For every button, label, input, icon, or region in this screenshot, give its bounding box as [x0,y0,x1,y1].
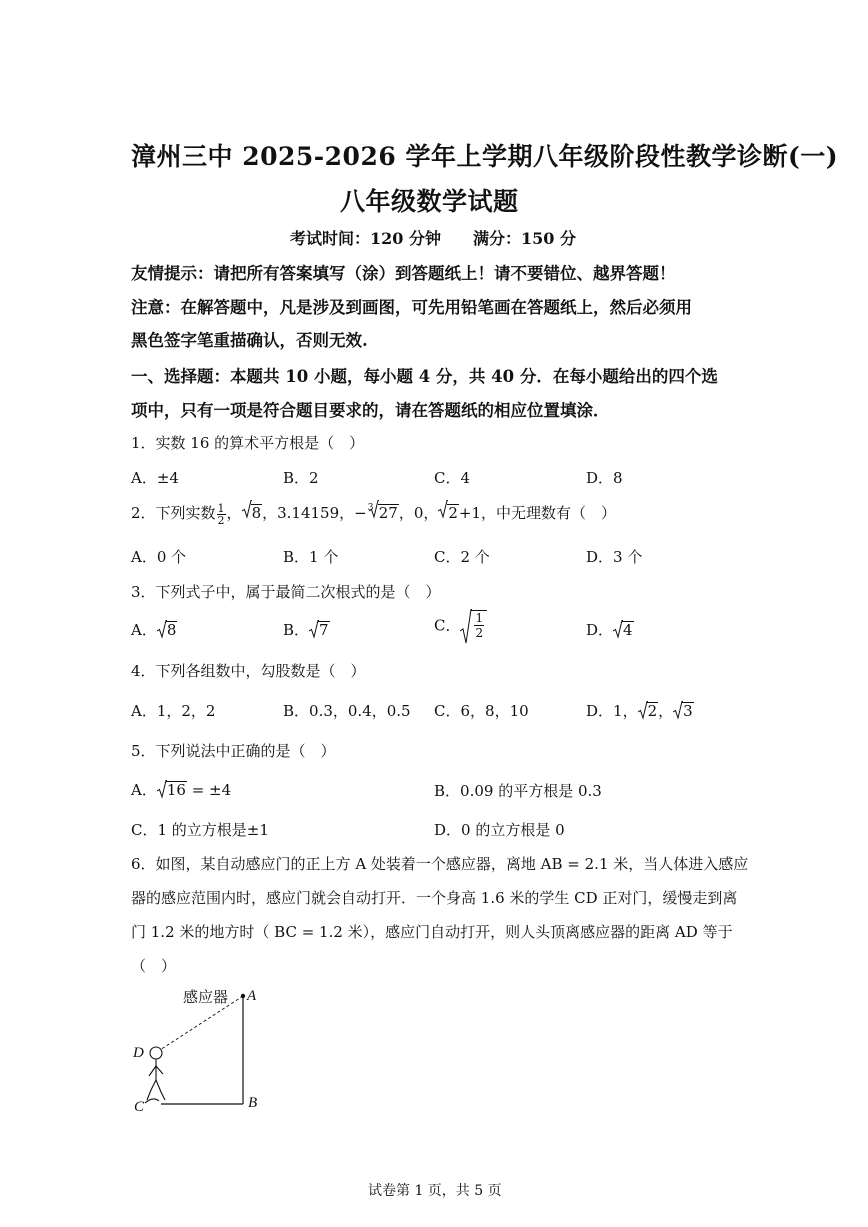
q1-option-c: C．4 [434,469,471,487]
sensor-point-a [241,994,245,998]
q4-option-b: B．0.3，0.4，0.5 [283,702,411,720]
page-footer: 试卷第 1 页，共 5 页 [368,1183,502,1199]
q1-option-b: B．2 [283,469,319,487]
person-head [150,1047,162,1059]
q2-stem: 2．下列实数 $\frac{1}{2}$ ， 8，3.14159，− 3 27，0， 2+1，中无理数有（ ） [131,501,617,527]
point-a-label: A [247,988,257,1004]
q3-option-c: C． $\frac{1}{2}$ [434,610,487,640]
q3-stem: 3．下列式子中，属于最简二次根式的是（ ） [131,583,441,601]
exam-title: 漳州三中 2025-2026 学年上学期八年级阶段性教学诊断(一) [131,142,839,171]
q3-option-d: D． 4 [586,621,633,639]
person-legs [147,1080,165,1100]
section-heading-line-1: 一、选择题：本题共 10 小题，每小题 4 分，共 40 分．在每小题给出的四个选 [131,367,718,386]
sensor-label: 感应器 [183,988,229,1006]
q4-option-d: D．1， 2， 3 [586,702,693,720]
q5-option-b: B．0.09 的平方根是 0.3 [434,782,602,800]
q2-option-c: C．2 个 [434,548,490,566]
q1-option-d: D．8 [586,469,623,487]
q1-stem: 1．实数 16 的算术平方根是（ ） [131,434,365,452]
q5-stem: 5．下列说法中正确的是（ ） [131,742,336,760]
q2-option-a: A．0 个 [131,548,187,566]
q2-cuberoot: 3 27 [367,501,399,525]
q2-fraction: $\frac{1}{2}$ [217,501,225,527]
section-heading-line-2: 项中，只有一项是符合题目要求的，请在答题纸的相应位置填涂． [131,401,610,420]
q5-option-a: A． 16 = ±4 [131,781,232,799]
q5-option-c: C．1 的立方根是±1 [131,821,269,839]
q6-line-4: （ ） [131,957,177,975]
q4-option-c: C．6，8，10 [434,702,529,720]
point-d-label: D [133,1045,144,1061]
caution-line-2: 黑色签字笔重描确认，否则无效. [131,331,368,350]
q5-option-d: D．0 的立方根是 0 [434,821,565,839]
q2-sqrt8: 8 [242,501,263,525]
q2-prefix: 2．下列实数 [131,504,216,522]
q1-option-a: A．±4 [131,469,179,487]
q6-line-1: 6．如图，某自动感应门的正上方 A 处装着一个感应器，离地 AB = 2.1 米，当人体进入感应 [131,855,749,873]
q2-tail: +1，中无理数有（ ） [458,504,617,522]
q2-option-d: D．3 个 [586,548,643,566]
q4-option-a: A．1，2，2 [131,702,216,720]
q4-stem: 4．下列各组数中，勾股数是（ ） [131,662,366,680]
q2-sqrt2: 2 [438,501,459,525]
exam-info: 考试时间：120 分钟 满分：150 分 [290,229,576,248]
point-b-label: B [248,1095,258,1111]
q6-line-3: 门 1.2 米的地方时（ BC = 1.2 米），感应门自动打开，则人头顶离感应器的距离 AD 等于 [131,923,733,941]
tip-text: 友情提示：请把所有答案填写（涂）到答题纸上！请不要错位、越界答题！ [131,264,676,283]
caution-line-1: 注意：在解答题中，凡是涉及到画图，可先用铅笔画在答题纸上，然后必须用 [131,298,692,317]
q3-option-b: B． 7 [283,621,329,639]
q2-values: ，3.14159，− [262,504,367,522]
q2-option-b: B．1 个 [283,548,339,566]
point-c-label: C [134,1099,145,1115]
exam-subtitle: 八年级数学试题 [340,187,519,216]
q2-zero: ，0， [398,504,439,522]
q3-option-a: A． 8 [131,621,177,639]
q6-line-2: 器的感应范围内时，感应门就会自动打开．一个身高 1.6 米的学生 CD 正对门，缓慢走到离 [131,889,738,907]
